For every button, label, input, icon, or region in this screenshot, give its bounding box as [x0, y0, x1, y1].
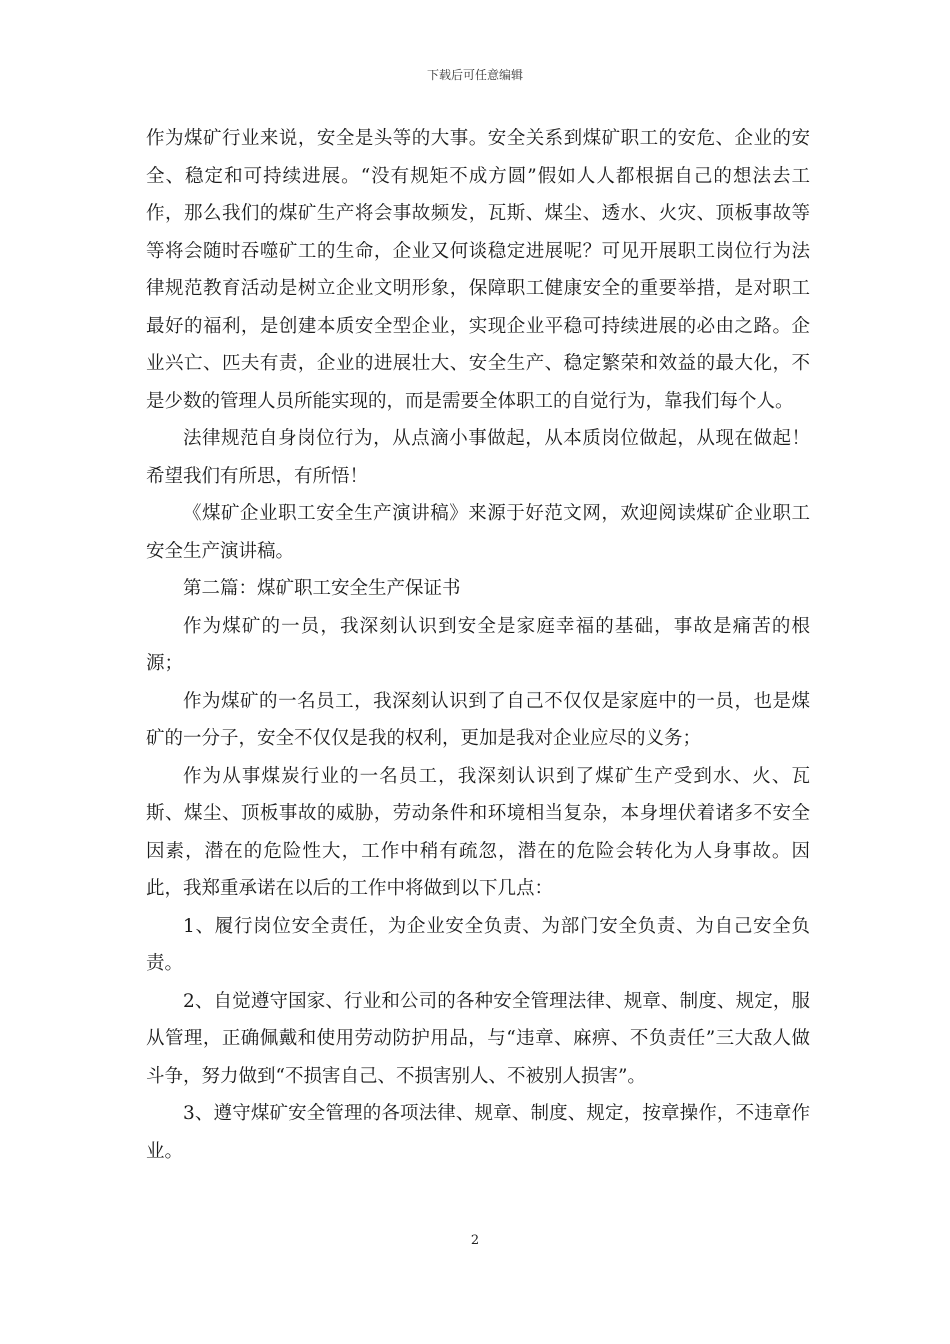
list-item-2: 2、自觉遵守国家、行业和公司的各种安全管理法律、规章、制度、规定，服从管理，正确佩戴和使用劳动防护用品，与“违章、麻痹、不负责任”三大敌人做斗争，努力做到“不损害自己、不损害别人、不被别人损害”。	[146, 990, 810, 1087]
section-heading: 第二篇：煤矿职工安全生产保证书	[183, 578, 461, 599]
list-item-3: 3、遵守煤矿安全管理的各项法律、规章、制度、规定，按章操作，不违章作业。	[146, 1103, 810, 1162]
paragraph-7: 作为从事煤炭行业的一名员工，我深刻认识到了煤矿生产受到水、火、瓦斯、煤尘、顶板事故的威胁，劳动条件和环境相当复杂，本身埋伏着诸多不安全因素，潜在的危险性大，工作中稍有疏忽，潜在的危险会转化为人身事故。因此，我郑重承诺在以后的工作中将做到以下几点：	[146, 765, 810, 899]
paragraph-3: 《煤矿企业职工安全生产演讲稿》来源于好范文网，欢迎阅读煤矿企业职工安全生产演讲稿。	[146, 503, 810, 562]
paragraph-6: 作为煤矿的一名员工，我深刻认识到了自己不仅仅是家庭中的一员，也是煤矿的一分子，安全不仅仅是我的权利，更加是我对企业应尽的义务；	[146, 690, 810, 749]
page-header: 下载后可任意编辑	[426, 68, 523, 82]
page-number: 2	[470, 1233, 480, 1248]
list-item-1: 1、履行岗位安全责任，为企业安全负责、为部门安全负责、为自己安全负责。	[146, 915, 810, 974]
paragraph-2: 法律规范自身岗位行为，从点滴小事做起，从本质岗位做起，从现在做起！希望我们有所思，有所悟！	[146, 428, 810, 487]
document-body	[146, 120, 810, 1170]
paragraph-5: 作为煤矿的一员，我深刻认识到安全是家庭幸福的基础，事故是痛苦的根源；	[146, 615, 810, 674]
paragraph-1: 作为煤矿行业来说，安全是头等的大事。安全关系到煤矿职工的安危、企业的安全、稳定和可持续进展。“没有规矩不成方圆”假如人人都根据自己的想法去工作，那么我们的煤矿生产将会事故频发，瓦斯、煤尘、透水、火灾、顶板事故等等将会随时吞噬矿工的生命，企业又何谈稳定进展呢？可见开展职工岗位行为法律规范教育活动是树立企业文明形象，保障职工健康安全的重要举措，是对职工最好的福利，是创建本质安全型企业，实现企业平稳可持续进展的必由之路。企业兴亡、匹夫有责，企业的进展壮大、安全生产、稳定繁荣和效益的最大化，不是少数的管理人员所能实现的，而是需要全体职工的自觉行为，靠我们每个人。	[146, 128, 810, 412]
